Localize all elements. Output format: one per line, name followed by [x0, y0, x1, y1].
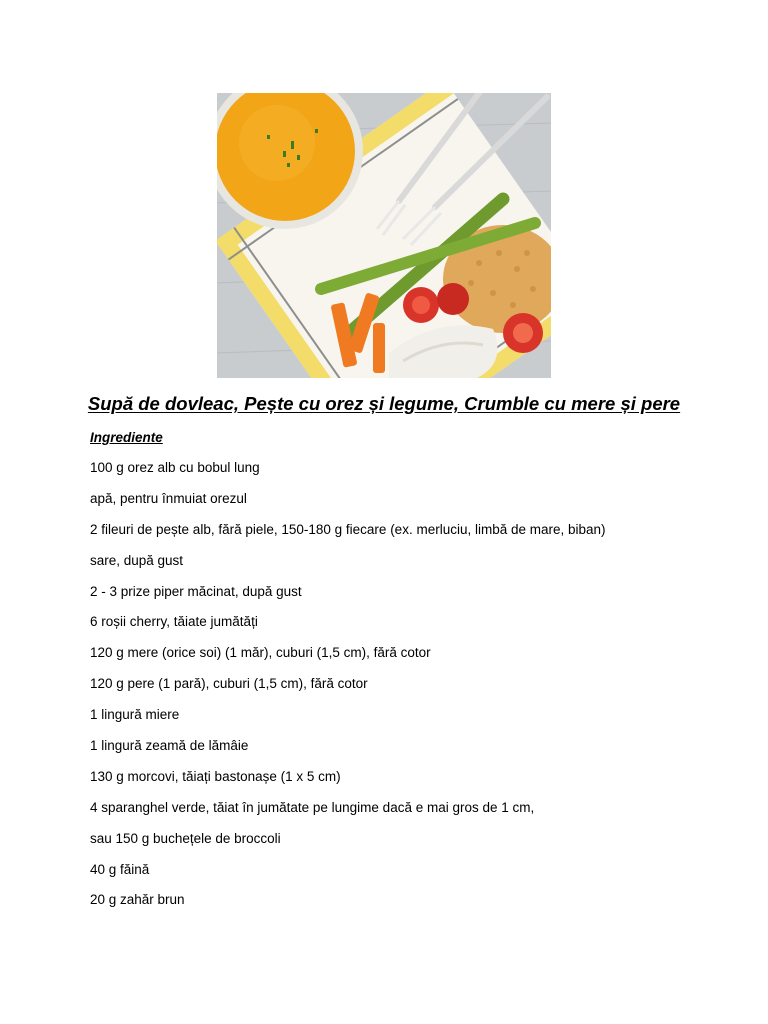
ingredient-item: 2 - 3 prize piper măcinat, după gust — [90, 583, 302, 599]
ingredient-item: 1 lingură zeamă de lămâie — [90, 738, 249, 754]
ingredient-item: 40 g făină — [90, 861, 150, 877]
food-photo — [217, 93, 551, 378]
ingredient-item: sare, după gust — [90, 552, 184, 568]
ingredient-item: 1 lingură miere — [90, 707, 180, 723]
recipe-title: Supă de dovleac, Pește cu orez și legume, Crumble cu mere și pere — [87, 393, 681, 414]
ingredients-list — [90, 458, 730, 921]
ingredient-item: sau 150 g buchețele de broccoli — [90, 830, 281, 846]
ingredient-item: 100 g orez alb cu bobul lung — [90, 460, 260, 475]
ingredient-item: 120 g mere (orice soi) (1 măr), cuburi (1,5 cm), fără cotor — [90, 645, 431, 661]
ingredients-heading: Ingrediente — [90, 430, 163, 445]
ingredient-item: 4 sparanghel verde, tăiat în jumătate pe lungime dacă e mai gros de 1 cm, — [90, 799, 535, 815]
ingredient-item: 120 g pere (1 pară), cuburi (1,5 cm), fără cotor — [90, 676, 368, 692]
ingredient-item: 2 fileuri de pește alb, fără piele, 150-180 g fiecare (ex. merluciu, limbă de mare, biban) — [90, 521, 606, 537]
ingredient-item: 6 roșii cherry, tăiate jumătăți — [90, 614, 258, 630]
ingredient-item: 20 g zahăr brun — [90, 892, 185, 908]
ingredient-item: 130 g morcovi, tăiați bastonașe (1 x 5 cm) — [90, 768, 341, 784]
ingredient-item: apă, pentru înmuiat orezul — [90, 490, 247, 506]
